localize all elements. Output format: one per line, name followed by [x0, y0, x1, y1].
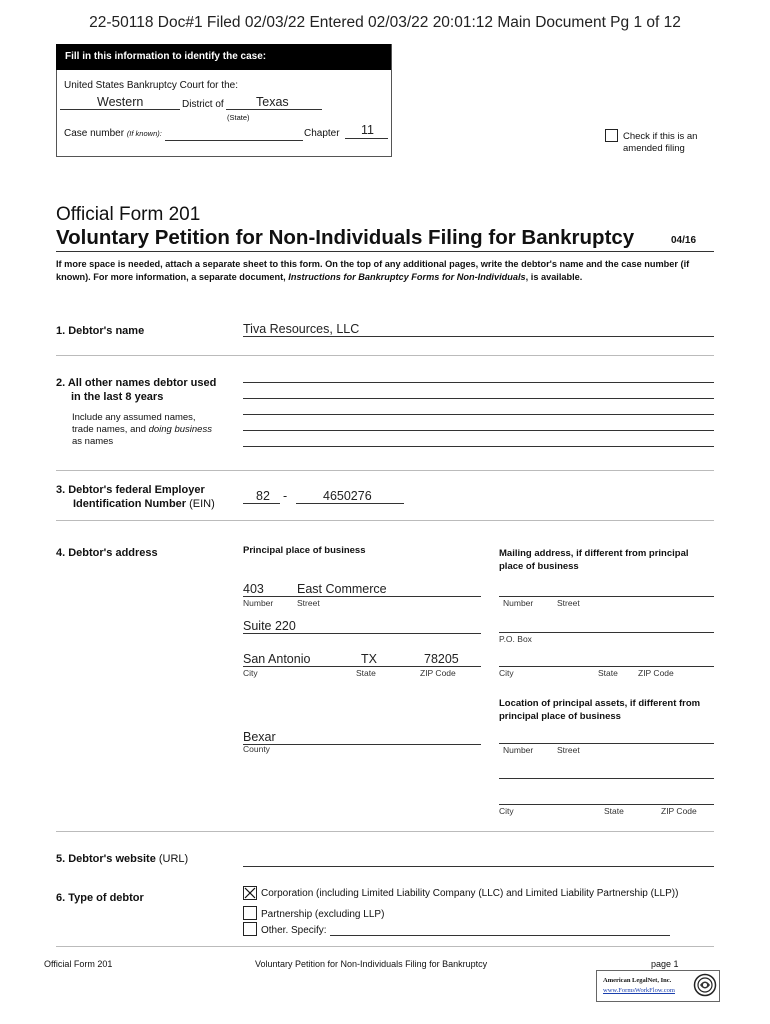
case-info-bar-text: Fill in this information to identify the case: — [65, 51, 267, 62]
principal-city-label: City — [243, 668, 258, 678]
partnership-checkbox[interactable] — [243, 906, 257, 920]
form-instructions — [56, 258, 716, 283]
chapter-value[interactable]: 11 — [361, 123, 374, 137]
vendor-name: American LegalNet, Inc. — [603, 977, 672, 984]
q2-help — [72, 412, 212, 448]
vendor-link[interactable]: www.FormsWorkFlow.com — [603, 987, 675, 994]
location-zip-label: ZIP Code — [661, 806, 697, 816]
form-bottom-rule — [56, 946, 714, 947]
case-number-label — [64, 128, 162, 139]
ein-prefix-underline — [243, 503, 280, 504]
ein-dash: - — [283, 489, 288, 503]
q3-label-line2-suffix: (EIN) — [186, 498, 215, 510]
q3-label-line2 — [56, 497, 215, 511]
principal-heading: Principal place of business — [243, 545, 366, 556]
case-number-label-text: Case number — [64, 128, 125, 139]
mailing-street-label: Street — [557, 598, 580, 608]
other-names-field-2[interactable] — [243, 398, 714, 399]
mailing-city-label: City — [499, 668, 514, 678]
q2-help-line3: as names — [72, 436, 114, 447]
amended-checkbox[interactable] — [605, 129, 618, 142]
q2-label-line2: in the last 8 years — [71, 391, 164, 403]
case-info-bar — [56, 44, 391, 70]
location-city-field[interactable] — [499, 804, 714, 805]
principal-zip-label: ZIP Code — [420, 668, 456, 678]
amended-label — [623, 131, 697, 155]
debtor-name-field[interactable]: Tiva Resources, LLC — [243, 322, 360, 336]
q6-label: 6. Type of debtor — [56, 892, 144, 904]
footer-page-number: page 1 — [651, 959, 679, 969]
q2-help-line2a: trade names, and — [72, 424, 149, 435]
intro-italic: Instructions for Bankruptcy Forms for Non-Individuals — [288, 271, 526, 282]
other-names-field-5[interactable] — [243, 446, 714, 447]
q3-label-line2-bold: Identification Number — [73, 498, 187, 510]
principal-number-field[interactable]: 403 — [243, 582, 264, 596]
other-names-field-4[interactable] — [243, 430, 714, 431]
mailing-heading-line1: Mailing address, if different from principal — [499, 548, 689, 559]
form-title: Voluntary Petition for Non-Individuals Filing for Bankruptcy — [56, 226, 635, 249]
principal-city-field[interactable]: San Antonio — [243, 652, 311, 666]
case-number-hint: (If known): — [126, 129, 162, 138]
q5-label-suffix: (URL) — [155, 853, 189, 865]
mailing-city-field[interactable] — [499, 666, 714, 667]
mailing-heading — [499, 547, 689, 573]
footer-form-title: Voluntary Petition for Non-Individuals Filing for Bankruptcy — [255, 959, 488, 969]
ein-suffix-field[interactable]: 4650276 — [323, 489, 372, 503]
principal-suite-underline — [243, 633, 481, 634]
court-label: United States Bankruptcy Court for the: — [64, 80, 238, 91]
state-underline — [226, 109, 322, 110]
intro-part2: , is available. — [525, 271, 583, 282]
state-sublabel: (State) — [227, 113, 250, 122]
q4-label: 4. Debtor's address — [56, 547, 158, 559]
state-value[interactable]: Texas — [256, 95, 289, 109]
q1-separator — [56, 355, 714, 356]
county-field[interactable]: Bexar — [243, 730, 276, 744]
mailing-number-label: Number — [503, 598, 534, 608]
partnership-option-label: Partnership (excluding LLP) — [261, 909, 385, 920]
location-number-label: Number — [503, 745, 534, 755]
q3-label-line1: 3. Debtor's federal Employer — [56, 484, 205, 496]
q3-separator — [56, 520, 714, 521]
mailing-zip-label: ZIP Code — [638, 668, 674, 678]
filing-header: 22-50118 Doc#1 Filed 02/03/22 Entered 02/03/22 20:01:12 Main Document Pg 1 of 12 — [89, 14, 681, 31]
county-label: County — [243, 744, 270, 754]
q4-separator — [56, 831, 714, 832]
location-heading-line2: principal place of business — [499, 711, 621, 722]
q5-label — [56, 853, 188, 865]
q5-label-bold: 5. Debtor's website — [56, 853, 156, 865]
chapter-label: Chapter — [304, 128, 340, 139]
po-box-label: P.O. Box — [499, 634, 532, 644]
location-heading — [499, 697, 700, 723]
q2-help-line1: Include any assumed names, — [72, 412, 196, 423]
q2-label-line1: 2. All other names debtor used — [56, 377, 217, 389]
q1-label: 1. Debtor's name — [56, 325, 145, 337]
website-field[interactable] — [243, 866, 714, 867]
district-value[interactable]: Western — [97, 95, 144, 109]
q2-label — [56, 376, 216, 404]
district-underline — [60, 109, 180, 110]
amended-label-line2: amended filing — [623, 143, 685, 154]
location-heading-line1: Location of principal assets, if different from — [499, 698, 701, 709]
district-of-label: District of — [182, 99, 224, 110]
corporation-checkbox[interactable] — [243, 886, 257, 900]
ein-prefix-field[interactable]: 82 — [256, 489, 270, 503]
principal-city-underline — [243, 666, 481, 667]
chapter-underline — [345, 138, 388, 139]
case-number-field[interactable] — [165, 140, 303, 141]
location-city-label: City — [499, 806, 514, 816]
other-specify-field[interactable] — [330, 935, 670, 936]
principal-street-label: Street — [297, 598, 320, 608]
amended-label-line1: Check if this is an — [623, 131, 698, 142]
mailing-street-field[interactable] — [499, 596, 714, 597]
other-names-field-3[interactable] — [243, 414, 714, 415]
location-state-label: State — [604, 806, 624, 816]
debtor-name-underline — [243, 336, 714, 337]
ein-suffix-underline — [296, 503, 404, 504]
county-underline — [243, 744, 481, 745]
principal-state-field[interactable]: TX — [361, 652, 377, 666]
principal-number-label: Number — [243, 598, 274, 608]
principal-street-underline — [243, 596, 481, 597]
vendor-logo-icon — [693, 973, 717, 997]
location-street-field-2[interactable] — [499, 778, 714, 779]
q2-help-line2b: doing business — [148, 424, 212, 435]
q2-separator — [56, 470, 714, 471]
other-checkbox[interactable] — [243, 922, 257, 936]
q3-label — [56, 483, 215, 511]
principal-street-field[interactable]: East Commerce — [297, 582, 387, 596]
mailing-po-box-field[interactable] — [499, 632, 714, 633]
q2-help-line2 — [72, 424, 212, 436]
intro-part1: If more space is needed, attach a separate sheet to this form. On the top of any additional pages, write the debtor's name and the case number (if known). For more information, a separate document, — [56, 259, 690, 282]
principal-suite-field[interactable]: Suite 220 — [243, 619, 296, 633]
mailing-state-label: State — [598, 668, 618, 678]
form-version: 04/16 — [671, 235, 697, 246]
principal-zip-field[interactable]: 78205 — [424, 652, 459, 666]
other-names-field-1[interactable] — [243, 382, 714, 383]
other-option-label: Other. Specify: — [261, 925, 327, 936]
location-street-field[interactable] — [499, 743, 714, 744]
corporation-option-label: Corporation (including Limited Liability Company (LLC) and Limited Liability Partnership (LLP)) — [261, 888, 679, 899]
title-rule — [56, 251, 714, 252]
mailing-heading-line2: place of business — [499, 561, 579, 572]
principal-state-label: State — [356, 668, 376, 678]
checked-x-icon — [244, 887, 256, 899]
location-street-label: Street — [557, 745, 580, 755]
form-number-title: Official Form 201 — [56, 204, 201, 225]
footer-form-number: Official Form 201 — [44, 959, 113, 969]
